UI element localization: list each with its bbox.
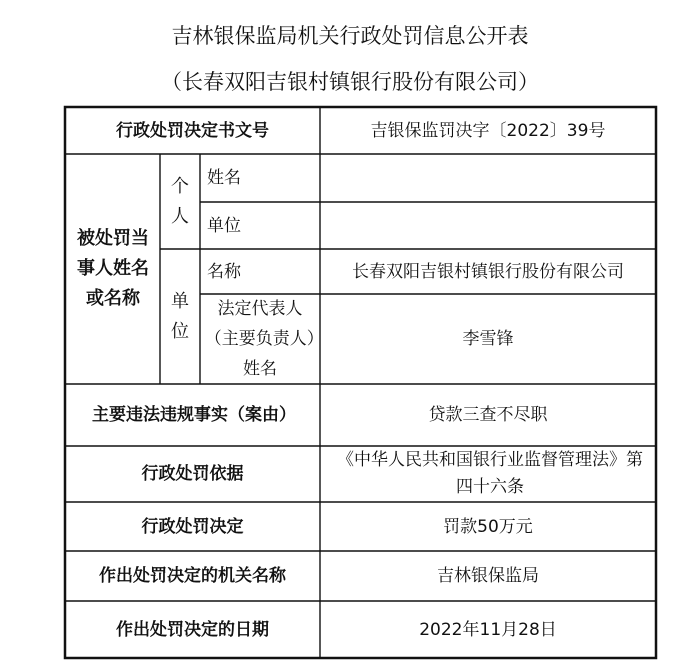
date-value: 2022年11月28日 <box>419 619 557 640</box>
authority-value: 吉林银保监局 <box>437 566 539 586</box>
individual-name-label: 姓名 <box>207 168 241 188</box>
individual-unit-value <box>320 202 656 249</box>
legal-rep-label: 法定代表人（主要负责人）姓名 <box>204 299 316 379</box>
entity-label: 单位 <box>171 290 189 342</box>
authority-label: 作出处罚决定的机关名称 <box>99 566 286 586</box>
legal-rep-value: 李雪锋 <box>462 329 514 349</box>
decision-value: 罚款50万元 <box>443 516 533 537</box>
doc-number-value: 吉银保监罚决字〔2022〕39号 <box>370 120 606 141</box>
party-label: 被处罚当事人姓名或名称 <box>77 228 149 309</box>
basis-label: 行政处罚依据 <box>141 464 244 484</box>
page-subtitle: （长春双阳吉银村镇银行股份有限公司） <box>161 70 539 94</box>
decision-label: 行政处罚决定 <box>141 516 244 537</box>
basis-value: 《中华人民共和国银行业监督管理法》第四十六条 <box>337 450 643 497</box>
page-title: 吉林银保监局机关行政处罚信息公开表 <box>171 24 529 48</box>
violation-label: 主要违法违规事实（案由） <box>92 405 296 425</box>
entity-name-label: 名称 <box>207 261 241 282</box>
violation-value: 贷款三查不尽职 <box>428 405 548 425</box>
entity-name-value: 长春双阳吉银村镇银行股份有限公司 <box>352 261 624 282</box>
doc-number-label: 行政处罚决定书文号 <box>116 120 269 141</box>
individual-label: 个人 <box>171 175 189 227</box>
date-label: 作出处罚决定的日期 <box>116 619 269 640</box>
individual-unit-label: 单位 <box>207 215 241 236</box>
individual-name-value <box>320 154 656 202</box>
